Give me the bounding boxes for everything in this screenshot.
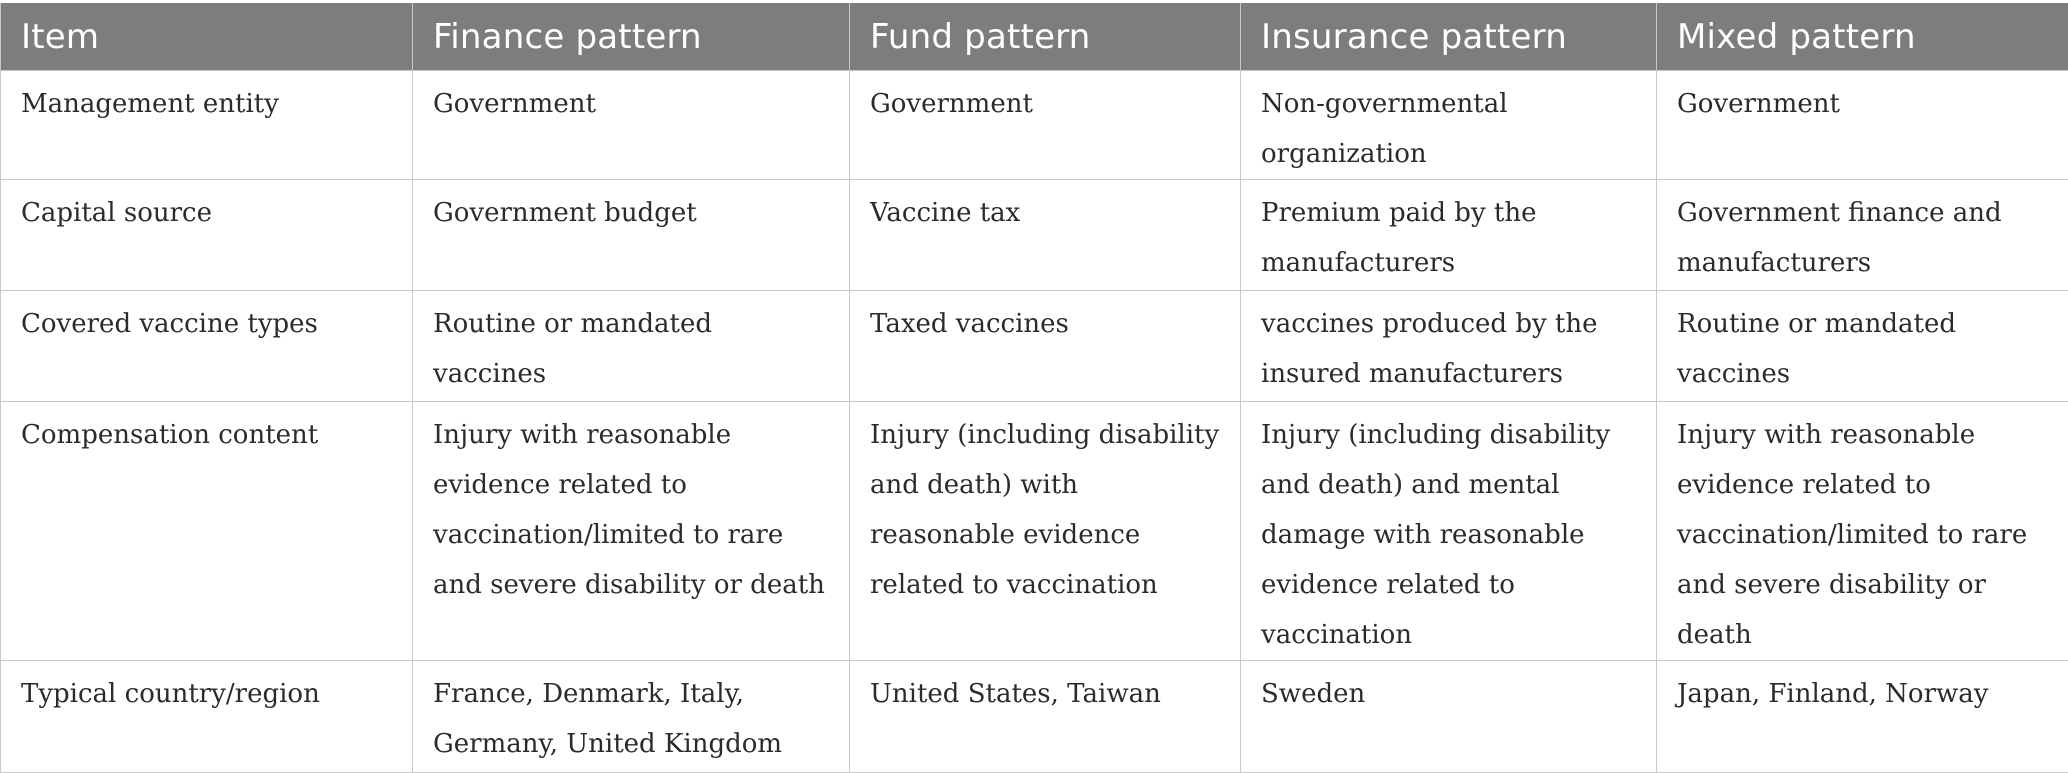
table-cell: France, Denmark, Italy, Germany, United Kingdom xyxy=(413,661,850,773)
table-cell: Premium paid by the manufacturers xyxy=(1241,180,1657,291)
header-row xyxy=(1,3,2068,71)
table-cell: Vaccine tax xyxy=(850,180,1241,291)
table-cell: Government budget xyxy=(413,180,850,291)
table-cell: vaccines produced by the insured manufacturers xyxy=(1241,291,1657,402)
table-cell: Government xyxy=(413,71,850,180)
header-insurance-pattern: Insurance pattern xyxy=(1241,3,1657,71)
table-cell: Sweden xyxy=(1241,661,1657,773)
table-cell: Routine or mandated vaccines xyxy=(1657,291,2068,402)
table-row xyxy=(1,661,2068,773)
table-cell: Government finance and manufacturers xyxy=(1657,180,2068,291)
table-row xyxy=(1,71,2068,180)
table-cell: United States, Taiwan xyxy=(850,661,1241,773)
table-cell: Taxed vaccines xyxy=(850,291,1241,402)
table-cell: Injury (including disability and death) with reasonable evidence related to vaccination xyxy=(850,402,1241,661)
table-cell: Injury with reasonable evidence related to vaccination/limited to rare and severe disability or death xyxy=(413,402,850,661)
table-cell: Injury with reasonable evidence related to vaccination/limited to rare and severe disability or death xyxy=(1657,402,2068,661)
header-mixed-pattern: Mixed pattern xyxy=(1657,3,2068,71)
table-row xyxy=(1,291,2068,402)
table-cell: Japan, Finland, Norway xyxy=(1657,661,2068,773)
row-label: Compensation content xyxy=(1,402,413,661)
header-item: Item xyxy=(1,3,413,71)
table-cell: Government xyxy=(850,71,1241,180)
header-finance-pattern: Finance pattern xyxy=(413,3,850,71)
table-cell: Injury (including disability and death) and mental damage with reasonable evidence related to vaccination xyxy=(1241,402,1657,661)
table-row xyxy=(1,402,2068,661)
table-cell: Government xyxy=(1657,71,2068,180)
row-label: Management entity xyxy=(1,71,413,180)
row-label: Covered vaccine types xyxy=(1,291,413,402)
table-row xyxy=(1,180,2068,291)
vaccine-compensation-patterns-table xyxy=(0,3,2068,773)
row-label: Typical country/region xyxy=(1,661,413,773)
header-fund-pattern: Fund pattern xyxy=(850,3,1241,71)
row-label: Capital source xyxy=(1,180,413,291)
table-header xyxy=(1,3,2068,71)
table-body xyxy=(1,71,2068,773)
table-cell: Non-governmental organization xyxy=(1241,71,1657,180)
table-cell: Routine or mandated vaccines xyxy=(413,291,850,402)
